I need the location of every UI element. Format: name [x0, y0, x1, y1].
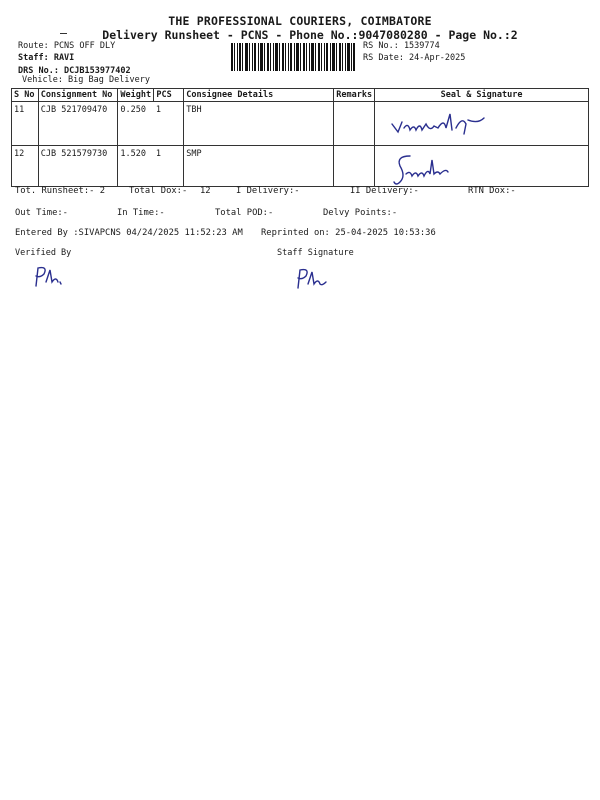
company-title: THE PROFESSIONAL COURIERS, COIMBATORE	[168, 14, 432, 28]
cell-remarks	[334, 146, 375, 187]
table-row	[12, 102, 589, 146]
col-header-seal-signature: Seal & Signature	[375, 89, 589, 102]
verified-by-label: Verified By	[15, 248, 72, 258]
barcode-icon	[231, 43, 355, 71]
cell-pcs: 1	[154, 146, 184, 187]
cell-consignee: SMP	[184, 146, 334, 187]
rs-number: RS No.: 1539774	[363, 41, 440, 51]
runsheet-subtitle: Delivery Runsheet - PCNS - Phone No.:9047080280 - Page No.:2	[102, 28, 518, 42]
cell-weight: 0.250	[118, 102, 154, 146]
rtn-dox: RTN Dox:-	[468, 186, 516, 196]
reprinted-on: Reprinted on: 25-04-2025 10:53:36	[261, 228, 436, 238]
cell-pcs: 1	[154, 102, 184, 146]
staff-signature-label: Staff Signature	[277, 248, 354, 258]
col-header-remarks: Remarks	[334, 89, 375, 102]
total-pod: Total POD:-	[215, 208, 274, 218]
cell-sno: 12	[12, 146, 39, 187]
staff-text: Staff: RAVI	[18, 53, 75, 63]
cell-consignment: CJB 521709470	[38, 102, 118, 146]
total-dox-label: Total Dox:-	[129, 186, 188, 196]
col-header-sno: S No	[12, 89, 39, 102]
col-header-weight: Weight	[118, 89, 154, 102]
runsheet-table	[11, 88, 589, 187]
staff-signature	[294, 266, 330, 290]
cell-weight: 1.520	[118, 146, 154, 187]
entered-by: Entered By :SIVAPCNS 04/24/2025 11:52:23 AM	[15, 228, 243, 238]
rs-date: RS Date: 24-Apr-2025	[363, 53, 466, 63]
drs-number: DRS No.: DCJB153977402	[18, 66, 131, 76]
table-header-row	[12, 89, 589, 102]
col-header-pcs: PCS	[154, 89, 184, 102]
delvy-points: Delvy Points:-	[323, 208, 398, 218]
tot-runsheet: Tot. Runsheet:- 2	[15, 186, 106, 196]
col-header-consignment: Consignment No	[38, 89, 118, 102]
out-time: Out Time:-	[15, 208, 68, 218]
in-time: In Time:-	[117, 208, 165, 218]
table-row	[12, 146, 589, 187]
cell-consignment: CJB 521579730	[38, 146, 118, 187]
col-header-consignee: Consignee Details	[184, 89, 334, 102]
signature-row-11	[388, 110, 488, 142]
vehicle-text: Vehicle: Big Bag Delivery	[22, 75, 150, 85]
cell-remarks	[334, 102, 375, 146]
ii-delivery: II Delivery:-	[350, 186, 419, 196]
cell-sno: 11	[12, 102, 39, 146]
route-text: Route: PCNS OFF DLY	[18, 41, 116, 51]
cell-consignee: TBH	[184, 102, 334, 146]
pen-mark	[60, 33, 67, 34]
i-delivery: I Delivery:-	[236, 186, 300, 196]
verified-by-signature	[30, 264, 66, 288]
total-dox-value: 12	[200, 186, 211, 196]
